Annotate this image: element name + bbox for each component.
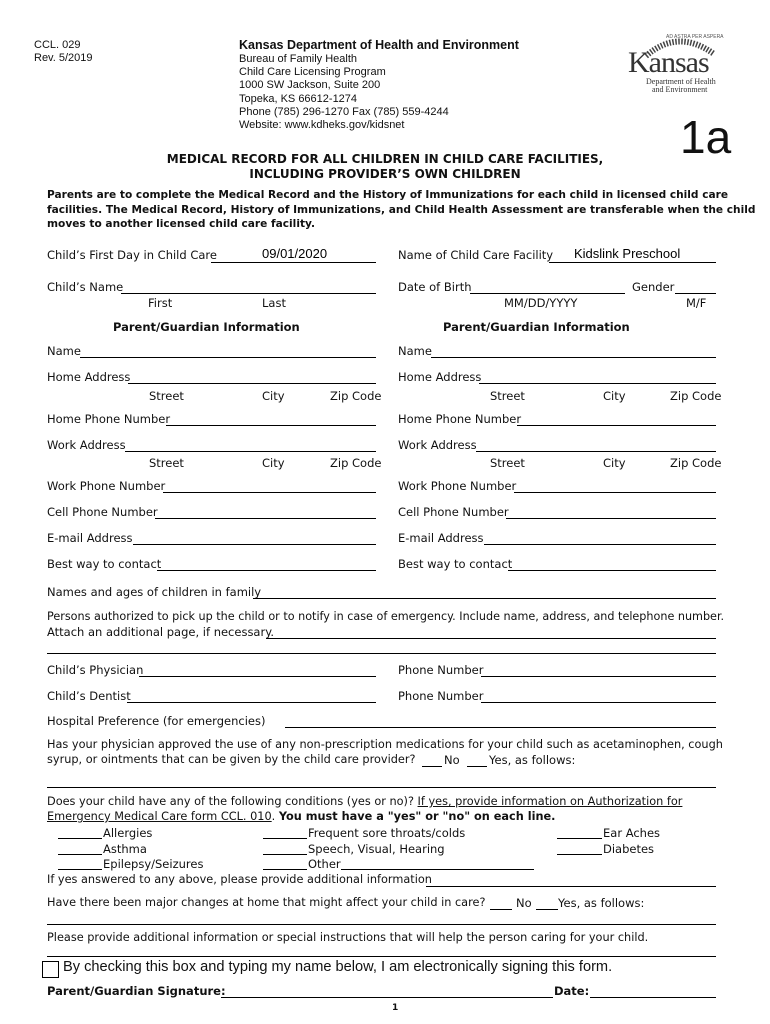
child-name-input[interactable] [121,293,376,294]
g2-work-zip-hint: Zip Code [670,456,722,470]
sore-throats-input[interactable] [263,838,307,839]
form-id: CCL. 029 [34,39,81,51]
g2-home-phone-label: Home Phone Number [398,412,522,426]
asthma-label: Asthma [103,842,147,856]
g1-home-address-label: Home Address [47,370,131,384]
form-title-line1: MEDICAL RECORD FOR ALL CHILDREN IN CHILD CARE FACILITIES, [166,152,604,166]
instructions-label: Please provide additional information or special instructions that will help the person caring for your child. [47,931,649,944]
g2-work-city-hint: City [603,456,626,470]
hospital-label: Hospital Preference (for emergencies) [47,714,266,728]
other-input[interactable] [263,869,307,870]
g2-home-zip-hint: Zip Code [670,389,722,403]
ear-aches-input[interactable] [557,838,602,839]
g1-cell-phone-input[interactable] [155,518,376,519]
g1-work-city-hint: City [262,456,285,470]
dob-label: Date of Birth [398,280,472,294]
meds-line1: Has your physician approved the use of any non-prescription medications for your child such as acetaminophen, cough [47,738,723,751]
g1-home-city-hint: City [262,389,285,403]
esign-text: By checking this box and typing my name below, I am electronically signing this form. [63,959,613,975]
allergies-input[interactable] [58,838,102,839]
g1-cell-phone-label: Cell Phone Number [47,505,158,519]
conditions-question [47,795,682,808]
meds-line2: syrup, or ointments that can be given by the child care provider? [47,753,416,766]
physician-label: Child’s Physician [47,663,144,677]
logo-dept-line1: Department of Health [646,77,716,86]
g2-cell-phone-label: Cell Phone Number [398,505,509,519]
g2-work-address-input[interactable] [476,451,716,452]
form-revision: Rev. 5/2019 [34,52,93,64]
sore-throats-label: Frequent sore throats/colds [308,826,466,840]
agency-city: Topeka, KS 66612-1274 [239,93,358,105]
ccl010-link-2[interactable]: Emergency Medical Care form CCL. 010 [47,810,272,823]
date-input[interactable] [590,997,716,998]
g1-work-address-input[interactable] [125,451,376,452]
g2-home-street-hint: Street [490,389,525,403]
changes-yes-input[interactable] [536,909,558,910]
g1-email-label: E-mail Address [47,531,133,545]
meds-yes-label: Yes, as follows: [489,753,576,767]
additional-info-label: If yes answered to any above, please provide additional information [47,873,432,886]
page-number: 1 [392,1003,399,1013]
g2-home-city-hint: City [603,389,626,403]
g2-home-address-input[interactable] [479,383,716,384]
signature-label: Parent/Guardian Signature: [47,984,226,998]
changes-details-input[interactable] [47,924,716,925]
g1-home-address-input[interactable] [128,383,376,384]
instructions-input[interactable] [47,956,716,957]
agency-phone: Phone (785) 296-1270 Fax (785) 559-4244 [239,106,449,118]
speech-label: Speech, Visual, Hearing [308,842,445,856]
physician-input[interactable] [139,676,376,677]
intro-line1: Parents are to complete the Medical Record and the History of Immunizations for each child in licensed child care [47,189,729,201]
guardian1-heading: Parent/Guardian Information [113,320,300,334]
g1-email-input[interactable] [133,544,376,545]
diabetes-input[interactable] [557,854,602,855]
g1-best-way-label: Best way to contact [47,557,162,571]
changes-yes-label: Yes, as follows: [558,896,645,910]
last-hint: Last [262,296,286,310]
logo-word: Kansas [628,46,709,79]
other-label: Other [308,857,341,871]
g2-work-street-hint: Street [490,456,525,470]
g1-best-way-input[interactable] [157,570,376,571]
meds-details-input[interactable] [47,787,716,788]
child-name-label: Child’s Name [47,280,124,294]
agency-address: 1000 SW Jackson, Suite 200 [239,79,381,91]
g2-name-label: Name [398,344,432,358]
esign-checkbox[interactable] [42,961,59,978]
physician-phone-input[interactable] [481,676,716,677]
dob-input[interactable] [470,293,625,294]
allergies-label: Allergies [103,826,153,840]
ccl010-link-1[interactable]: If yes, provide information on Authorization for [417,795,683,808]
logo-dept-line2: and Environment [652,85,708,94]
g1-home-phone-input[interactable] [166,425,376,426]
facility-input[interactable] [574,245,714,261]
g2-home-address-label: Home Address [398,370,482,384]
conditions-question-text: Does your child have any of the following conditions (yes or no)? [47,795,418,808]
diabetes-label: Diabetes [603,842,655,856]
gender-label: Gender [632,280,675,294]
gender-hint: M/F [686,296,707,310]
changes-no-input[interactable] [490,909,512,910]
meds-no-label: No [444,753,460,767]
logo-motto: AD ASTRA PER ASPERA [666,34,724,40]
dentist-phone-input[interactable] [481,702,716,703]
agency-website: Website: www.kdheks.gov/kidsnet [239,119,405,131]
authorized-line1: Persons authorized to pick up the child or to notify in case of emergency. Include name, address, and telephone number. [47,610,725,623]
conditions-line2: Emergency Medical Care form CCL. 010. You must have a "yes" or "no" on each line. [47,810,556,823]
g1-work-phone-input[interactable] [163,492,376,493]
ear-aches-label: Ear Aches [603,826,661,840]
conditions-must-note: You must have a "yes" or "no" on each line. [278,810,556,823]
facility-label: Name of Child Care Facility [398,248,554,262]
signature-input[interactable] [221,997,553,998]
date-label: Date: [554,984,590,998]
g1-home-zip-hint: Zip Code [330,389,382,403]
agency-name: Kansas Department of Health and Environment [239,38,519,52]
g2-email-label: E-mail Address [398,531,484,545]
g2-name-input[interactable] [431,357,716,358]
gender-input[interactable] [675,293,716,294]
g2-best-way-label: Best way to contact [398,557,513,571]
g1-work-address-label: Work Address [47,438,126,452]
kdhe-logo [628,32,728,96]
g2-email-input[interactable] [484,544,716,545]
changes-question: Have there been major changes at home that might affect your child in care? [47,896,486,909]
hospital-input[interactable] [285,727,716,728]
authorized-line2: Attach an additional page, if necessary. [47,625,275,639]
first-day-line [211,262,376,263]
dentist-label: Child’s Dentist [47,689,131,703]
authorized-input-2[interactable] [47,653,716,654]
intro-line2: facilities. The Medical Record, History of Immunizations, and Child Health Assessment are transferable when the child [47,204,756,216]
g2-work-phone-input[interactable] [514,492,716,493]
physician-phone-label: Phone Number [398,663,484,677]
g2-cell-phone-input[interactable] [506,518,716,519]
bureau-name: Bureau of Family Health [239,53,357,65]
epilepsy-input[interactable] [58,869,102,870]
epilepsy-label: Epilepsy/Seizures [103,857,204,871]
first-hint: First [148,296,173,310]
first-day-label: Child’s First Day in Child Care [47,248,217,262]
additional-info-input[interactable] [426,886,716,887]
form-code: 1a [680,111,732,163]
names-ages-label: Names and ages of children in family [47,585,262,599]
intro-line3: moves to another licensed child care facility. [47,218,315,230]
g1-work-phone-label: Work Phone Number [47,479,166,493]
program-name: Child Care Licensing Program [239,66,386,78]
first-day-input[interactable] [262,245,372,261]
asthma-input[interactable] [58,854,102,855]
dentist-phone-label: Phone Number [398,689,484,703]
dob-hint: MM/DD/YYYY [504,296,578,310]
meds-yes-input[interactable] [467,766,487,767]
authorized-input-1[interactable] [266,638,716,639]
g2-work-address-label: Work Address [398,438,477,452]
g1-work-zip-hint: Zip Code [330,456,382,470]
other-details-input[interactable] [341,869,534,870]
meds-no-input[interactable] [422,766,442,767]
speech-input[interactable] [263,854,307,855]
form-title-line2: INCLUDING PROVIDER’S OWN CHILDREN [249,167,521,181]
g1-name-input[interactable] [80,357,376,358]
changes-no-label: No [516,896,532,910]
g1-home-street-hint: Street [149,389,184,403]
g1-home-phone-label: Home Phone Number [47,412,171,426]
g1-name-label: Name [47,344,81,358]
names-ages-input[interactable] [253,598,716,599]
g2-work-phone-label: Work Phone Number [398,479,517,493]
guardian2-heading: Parent/Guardian Information [443,320,630,334]
dentist-input[interactable] [127,702,376,703]
g2-home-phone-input[interactable] [517,425,716,426]
facility-line [549,262,716,263]
g1-work-street-hint: Street [149,456,184,470]
g2-best-way-input[interactable] [508,570,716,571]
